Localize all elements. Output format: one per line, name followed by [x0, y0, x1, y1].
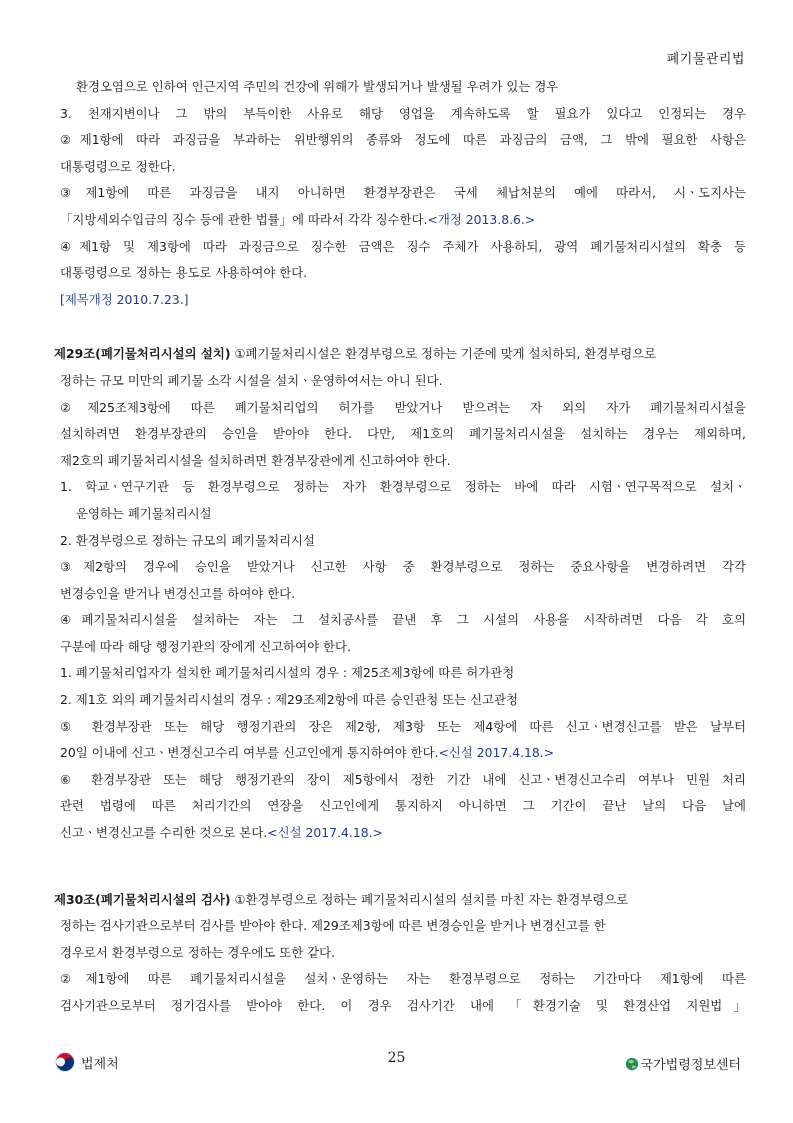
text-line: ②제1항에 따라 과징금을 부과하는 위반행위의 종류와 정도에 따른 과징금의 금액, 그 밖에 필요한 사항은	[60, 132, 746, 148]
text-line: 20일 이내에 신고ㆍ변경신고수리 여부를 신고인에게 통지하여야 한다.<신설 2017.4.18.>	[60, 745, 555, 761]
page-footer	[0, 1048, 793, 1078]
text-line: 정하는 규모 미만의 폐기물 소각 시설을 설치ㆍ운영하여서는 아니 된다.	[60, 372, 443, 388]
amendment-note: <개정 2013.8.6.>	[427, 211, 536, 227]
text-line: ⑤ 환경부장관 또는 해당 행정기관의 장은 제2항, 제3항 또는 제4항에 따른 신고ㆍ변경신고를 받은 날부터	[60, 718, 746, 734]
article-title: 제30조(폐기물처리시설의 검사)	[54, 891, 231, 907]
text-line: 환경오염으로 인하여 인근지역 주민의 건강에 위해가 발생되거나 발생될 우려가 있는 경우	[76, 79, 559, 94]
text-line: 「지방세외수입금의 징수 등에 관한 법률」에 따라서 각각 징수한다.<개정 2013.8.6.>	[60, 211, 536, 227]
amendment-note: <신설 2017.4.18.>	[267, 825, 383, 841]
text-line: 2. 제1호 외의 폐기물처리시설의 경우 : 제29조제2항에 따른 승인관청 또는 신고관청	[60, 692, 518, 708]
text-line	[60, 291, 746, 318]
text-line: 제2호의 폐기물처리시설을 설치하려면 환경부장관에게 신고하여야 한다.	[60, 452, 451, 468]
amendment-note: [제목개정 2010.7.23.]	[60, 291, 189, 307]
text-line: 신고ㆍ변경신고를 수리한 것으로 본다.<신설 2017.4.18.>	[60, 825, 383, 841]
text-line: ③제1항에 따른 과징금을 내지 아니하면 환경부장관은 국세 체납처분의 예에 따라서, 시ㆍ도지사는	[60, 185, 746, 201]
article-29-heading: 제29조(폐기물처리시설의 설치) ①폐기물처리시설은 환경부령으로 정하는 기준에 맞게 설치하되, 환경부령으로	[54, 346, 657, 362]
text-line: 3. 천재지변이나 그 밖의 부득이한 사유로 해당 영업을 계속하도록 할 필요가 있다고 인정되는 경우	[60, 105, 746, 121]
text-line: 정하는 검사기관으로부터 검사를 받아야 한다. 제29조제3항에 따른 변경승인을 받거나 변경신고를 한	[60, 918, 606, 934]
text-line: ②제1항에 따른 폐기물처리시설을 설치ㆍ운영하는 자는 환경부령으로 정하는 기간마다 제1항에 따른	[60, 971, 746, 987]
globe-logo-icon	[625, 1057, 639, 1071]
text-line: ④제1항 및 제3항에 따라 과징금으로 징수한 금액은 징수 주체가 사용하되, 광역 폐기물처리시설의 확충 등	[60, 238, 746, 254]
page-header-title: 폐기물관리법	[666, 52, 745, 67]
amendment-note: <신설 2017.4.18.>	[438, 745, 555, 761]
text-line: 1. 폐기물처리업자가 설치한 폐기물처리시설의 경우 : 제25조제3항에 따른 허가관청	[60, 665, 515, 681]
text-line: 2. 환경부령으로 정하는 규모의 폐기물처리시설	[60, 532, 315, 548]
text-line: ②제25조제3항에 따른 폐기물처리업의 허가를 받았거나 받으려는 자 외의 자가 폐기물처리시설을	[60, 399, 746, 415]
footer-left-label: 법제처	[81, 1056, 119, 1072]
text-line: 1. 학교ㆍ연구기관 등 환경부령으로 정하는 자가 환경부령으로 정하는 바에 따라 시험ㆍ연구목적으로 설치ㆍ	[60, 479, 746, 495]
text-line: ③제2항의 경우에 승인을 받았거나 신고한 사항 중 환경부령으로 정하는 중요사항을 변경하려면 각각	[60, 559, 746, 575]
text-line: 변경승인을 받거나 변경신고를 하여야 한다.	[60, 585, 296, 601]
article-30-heading: 제30조(폐기물처리시설의 검사) ①환경부령으로 정하는 폐기물처리시설의 설치를 마친 자는 환경부령으로	[54, 891, 629, 907]
text-line: 운영하는 폐기물처리시설	[76, 505, 212, 521]
text-line: 대통령령으로 정한다.	[60, 158, 176, 174]
law-info-center-logo	[625, 1054, 741, 1073]
page-number: 25	[387, 1050, 406, 1066]
text-line: 경우로서 환경부령으로 정하는 경우에도 또한 같다.	[60, 944, 335, 960]
text-line: 검사기관으로부터 정기검사를 받아야 한다. 이 경우 검사기간 내에 「환경기술 및 환경산업 지원법」	[60, 998, 746, 1013]
text-line: ⑥ 환경부장관 또는 해당 행정기관의 장이 제5항에서 정한 기간 내에 신고ㆍ변경신고수리 여부나 민원 처리	[60, 771, 746, 787]
text-line: 구분에 따라 해당 행정기관의 장에게 신고하여야 한다.	[60, 638, 351, 654]
article-title: 제29조(폐기물처리시설의 설치)	[54, 346, 231, 362]
text-line: 대통령령으로 정하는 용도로 사용하여야 한다.	[60, 265, 308, 281]
text-line: 관련 법령에 따른 처리기간의 연장을 신고인에게 통지하지 아니하면 그 기간이 끝난 날의 다음 날에	[60, 798, 746, 814]
text-line: ④폐기물처리시설을 설치하는 자는 그 설치공사를 끝낸 후 그 시설의 사용을 시작하려면 다음 각 호의	[60, 612, 746, 628]
document-body	[54, 78, 746, 1024]
footer-right-label: 국가법령정보센터	[640, 1058, 741, 1073]
text-line: 설치하려면 환경부장관의 승인을 받아야 한다. 다만, 제1호의 폐기물처리시설을 설치하는 경우는 제외하며,	[60, 426, 746, 442]
